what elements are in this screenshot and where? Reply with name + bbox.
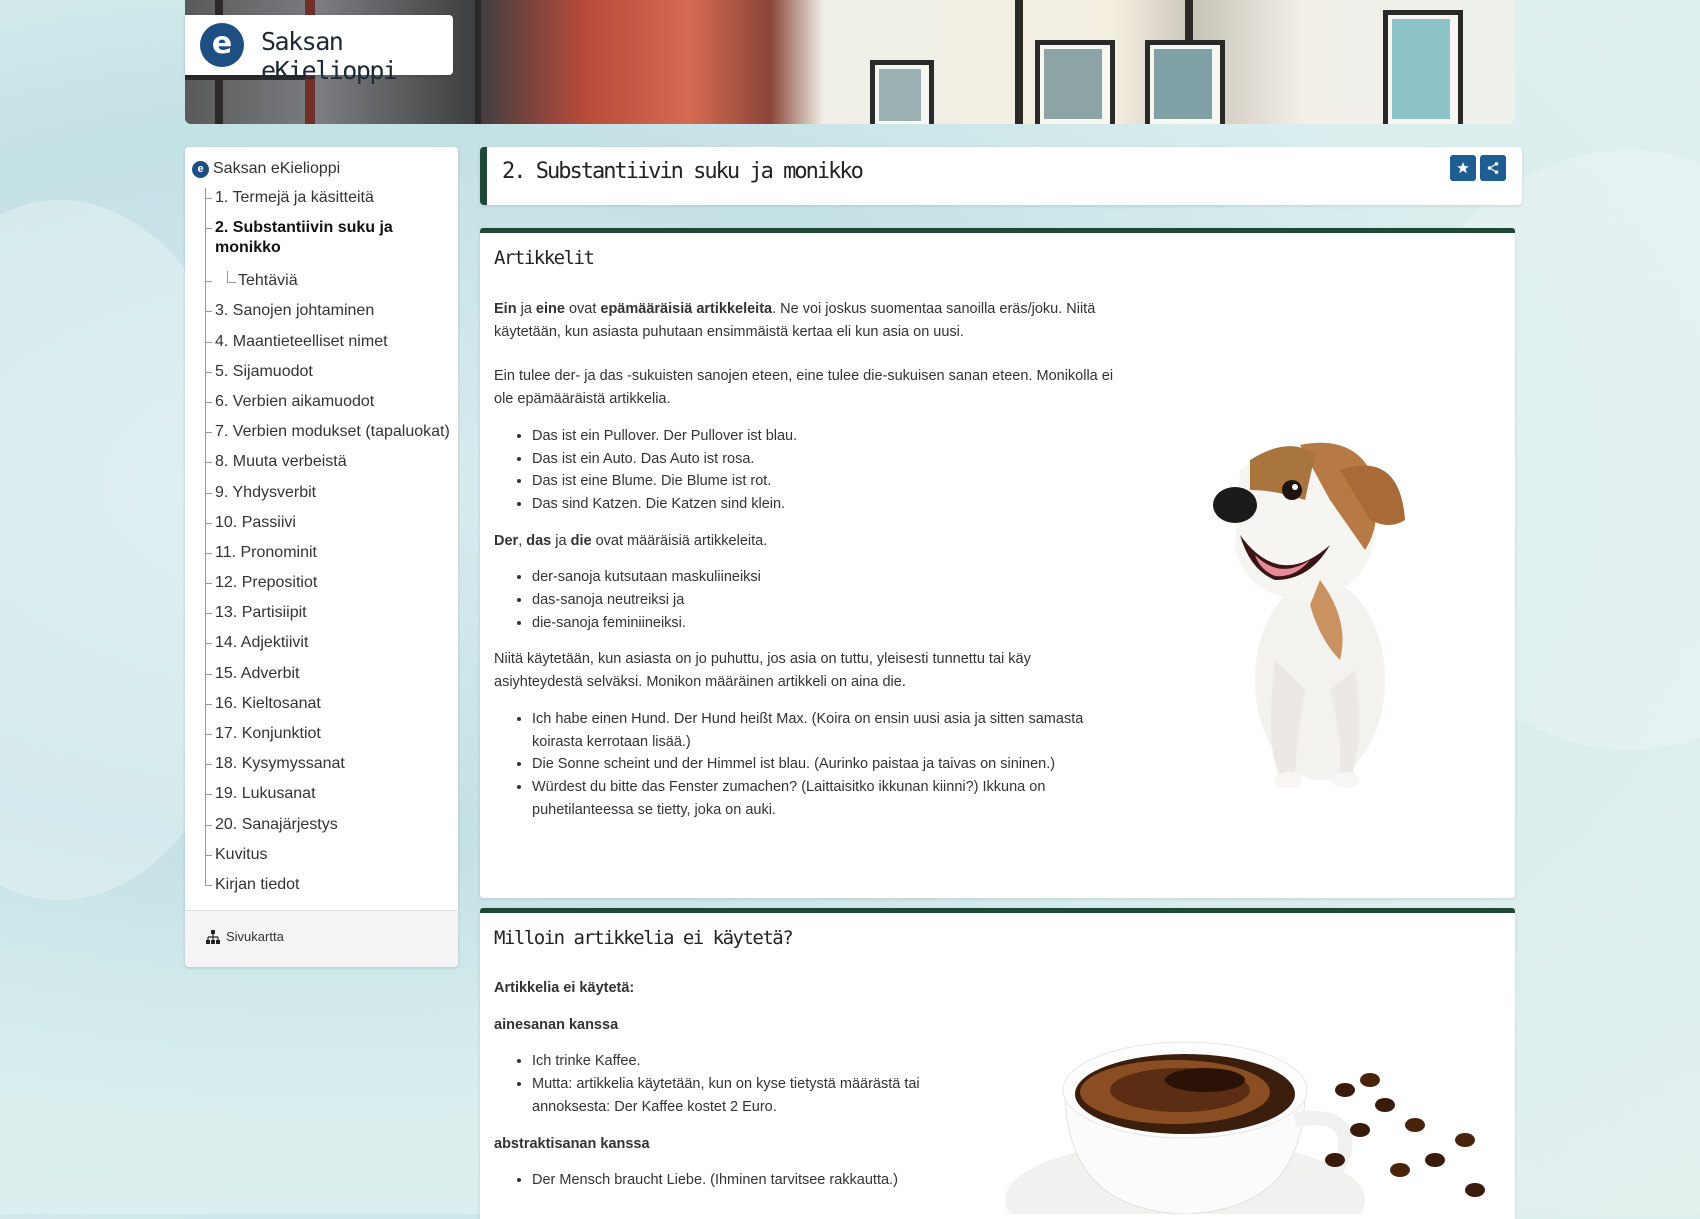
paragraph: Der, das ja die ovat määräisiä artikkeleita. [494,532,768,549]
section-content [494,977,964,1206]
nav-root-link[interactable] [192,160,340,178]
nav-item-label: 10. Passiivi [215,513,296,531]
paragraph: abstraktisanan kanssa [494,1135,650,1152]
page-title: 2. Substantiivin suku ja monikko [502,159,862,184]
nav-item-label: Tehtäviä [238,272,298,290]
nav-item-label: 6. Verbien aikamuodot [215,392,375,410]
nav-item-maantieteelliset[interactable] [205,332,455,362]
nav-item-yhdysverbit[interactable] [205,483,455,513]
list-item: • das-sanoja neutreiksi ja [532,589,1114,612]
list-item: • Der Mensch braucht Liebe. (Ihminen tarvitsee rakkautta.) [532,1169,964,1192]
nav-item-kysymyssanat[interactable] [205,754,455,784]
nav-item-sanajarjestys[interactable] [205,815,455,845]
nav-item-label: 2. Substantiivin suku ja monikko [215,219,393,257]
nav-item-adverbit[interactable] [205,664,455,694]
nav-item-label: 11. Pronominit [215,543,317,561]
nav-item-adjektiivit[interactable] [205,633,455,663]
example-list [494,425,1114,516]
section-content [494,298,1114,835]
nav-item-aikamuodot[interactable] [205,392,455,422]
example-list [494,708,1114,822]
nav-item-substantiivin-suku[interactable] [205,218,455,271]
list-item: • die-sanoja feminiineiksi. [532,612,1114,635]
list-item: • Das ist ein Auto. Das Auto ist rosa. [532,448,1114,471]
nav-item-label: 14. Adjektiivit [215,634,309,652]
list-item: • Das ist ein Pullover. Der Pullover ist blau. [532,425,1114,448]
site-logo[interactable] [185,15,453,85]
list-item: • Würdest du bitte das Fenster zumachen? (Laittaisitko ikkunan kiinni?) Ikkuna on puhetilanteessa se tietty, joka on auki. [532,776,1114,821]
nav-item-label: 19. Lukusanat [215,785,316,803]
nav-item-label: 17. Konjunktiot [215,725,321,742]
nav-item-kuvitus[interactable] [205,845,455,875]
sitemap-bar [185,910,458,967]
nav-item-label: 16. Kieltosanat [215,694,321,712]
coffee-cup-illustration [1005,1010,1505,1214]
nav-item-modukset[interactable] [205,422,455,452]
sidebar-navigation [185,147,458,967]
nav-item-konjunktiot[interactable] [205,724,455,754]
nav-item-partisiipit[interactable] [205,603,455,633]
nav-item-label: 15. Adverbit [215,664,300,682]
nav-item-termeja[interactable] [205,188,455,218]
sitemap-link[interactable] [206,929,284,944]
nav-item-label: 1. Termejä ja käsitteitä [215,189,374,206]
section-heading: Milloin artikkelia ei käytetä? [494,927,793,949]
share-button[interactable] [1480,155,1506,181]
gender-list [494,566,1114,634]
nav-item-sijamuodot[interactable] [205,362,455,392]
logo-icon: e [200,23,244,67]
nav-item-lukusanat[interactable] [205,784,455,814]
dog-illustration [1180,430,1430,810]
nav-item-sanojen-johtaminen[interactable] [205,301,455,331]
nav-item-prepositiot[interactable] [205,573,455,603]
nav-item-kieltosanat[interactable] [205,694,455,724]
list-item: • Ich habe einen Hund. Der Hund heißt Max. (Koira on ensin uusi asia ja sitten samasta koirasta kerrotaan lisää.) [532,708,1114,753]
nav-item-label: 4. Maantieteelliset nimet [215,332,388,350]
nav-item-label: Kirjan tiedot [215,875,300,893]
star-icon [1456,161,1470,175]
paragraph: Artikkelia ei käytetä: [494,980,635,996]
list-item: • Mutta: artikkelia käytetään, kun on kyse tietystä määrästä tai annoksesta: Der Kaffee kostet 2 Euro. [532,1073,964,1118]
nav-item-label: 3. Sanojen johtaminen [215,302,375,320]
nav-root-label: Saksan eKielioppi [213,160,341,177]
example-list [494,1169,964,1192]
nav-item-label: 13. Partisiipit [215,604,307,622]
favorite-button[interactable] [1450,155,1476,181]
paragraph: Ein ja eine ovat epämääräisiä artikkeleita. Ne voi joskus suomentaa sanoilla eräs/joku. Niitä käytetään, kun asiasta puhutaan ensimmäistä kertaa eli kun asia on uusi. [494,301,1096,340]
nav-item-label: 18. Kysymyssanat [215,755,345,773]
nav-item-label: Kuvitus [215,845,268,863]
example-list [494,1050,964,1118]
list-item: • Das ist eine Blume. Die Blume ist rot. [532,470,1114,493]
sitemap-label: Sivukartta [226,929,284,944]
nav-item-label: 9. Yhdysverbit [215,483,317,501]
nav-item-label: 12. Prepositiot [215,574,318,592]
page-title-bar [480,147,1522,205]
nav-item-kirjan-tiedot[interactable] [205,875,455,905]
nav-list [205,188,455,905]
list-item: • Das sind Katzen. Die Katzen sind klein. [532,493,1114,516]
paragraph: ainesanan kanssa [494,1016,619,1033]
nav-item-label: 20. Sanajärjestys [215,815,338,833]
nav-item-label: 8. Muuta verbeistä [215,453,347,471]
site-logo-icon: e [192,161,209,178]
paragraph: Ein tulee der- ja das -sukuisten sanojen eteen, eine tulee die-sukuisen sanan eteen. Monikolla ei ole epämääräistä artikkelia. [494,368,1114,408]
nav-item-muuta-verbeista[interactable] [205,452,455,482]
paragraph: Niitä käytetään, kun asiasta on jo puhuttu, jos asia on tuttu, yleisesti tunnettu tai käy asiyhteydestä selväksi. Monikon määräinen artikkeli on aina die. [494,651,1031,691]
list-item: • Ich trinke Kaffee. [532,1050,964,1073]
site-title: Saksan eKielioppi [261,27,397,85]
nav-item-pronominit[interactable] [205,543,455,573]
nav-item-label: 5. Sijamuodot [215,362,313,380]
nav-item-label: 7. Verbien modukset (tapaluokat) [215,423,450,441]
list-item: • der-sanoja kutsutaan maskuliineiksi [532,566,1114,589]
nav-item-passiivi[interactable] [205,513,455,543]
share-icon [1486,161,1500,175]
list-item: • Die Sonne scheint und der Himmel ist blau. (Aurinko paistaa ja taivas on sininen.) [532,753,1114,776]
nav-item-tehtavia[interactable] [205,271,455,301]
sitemap-icon [206,930,220,944]
section-heading: Artikkelit [494,247,594,269]
